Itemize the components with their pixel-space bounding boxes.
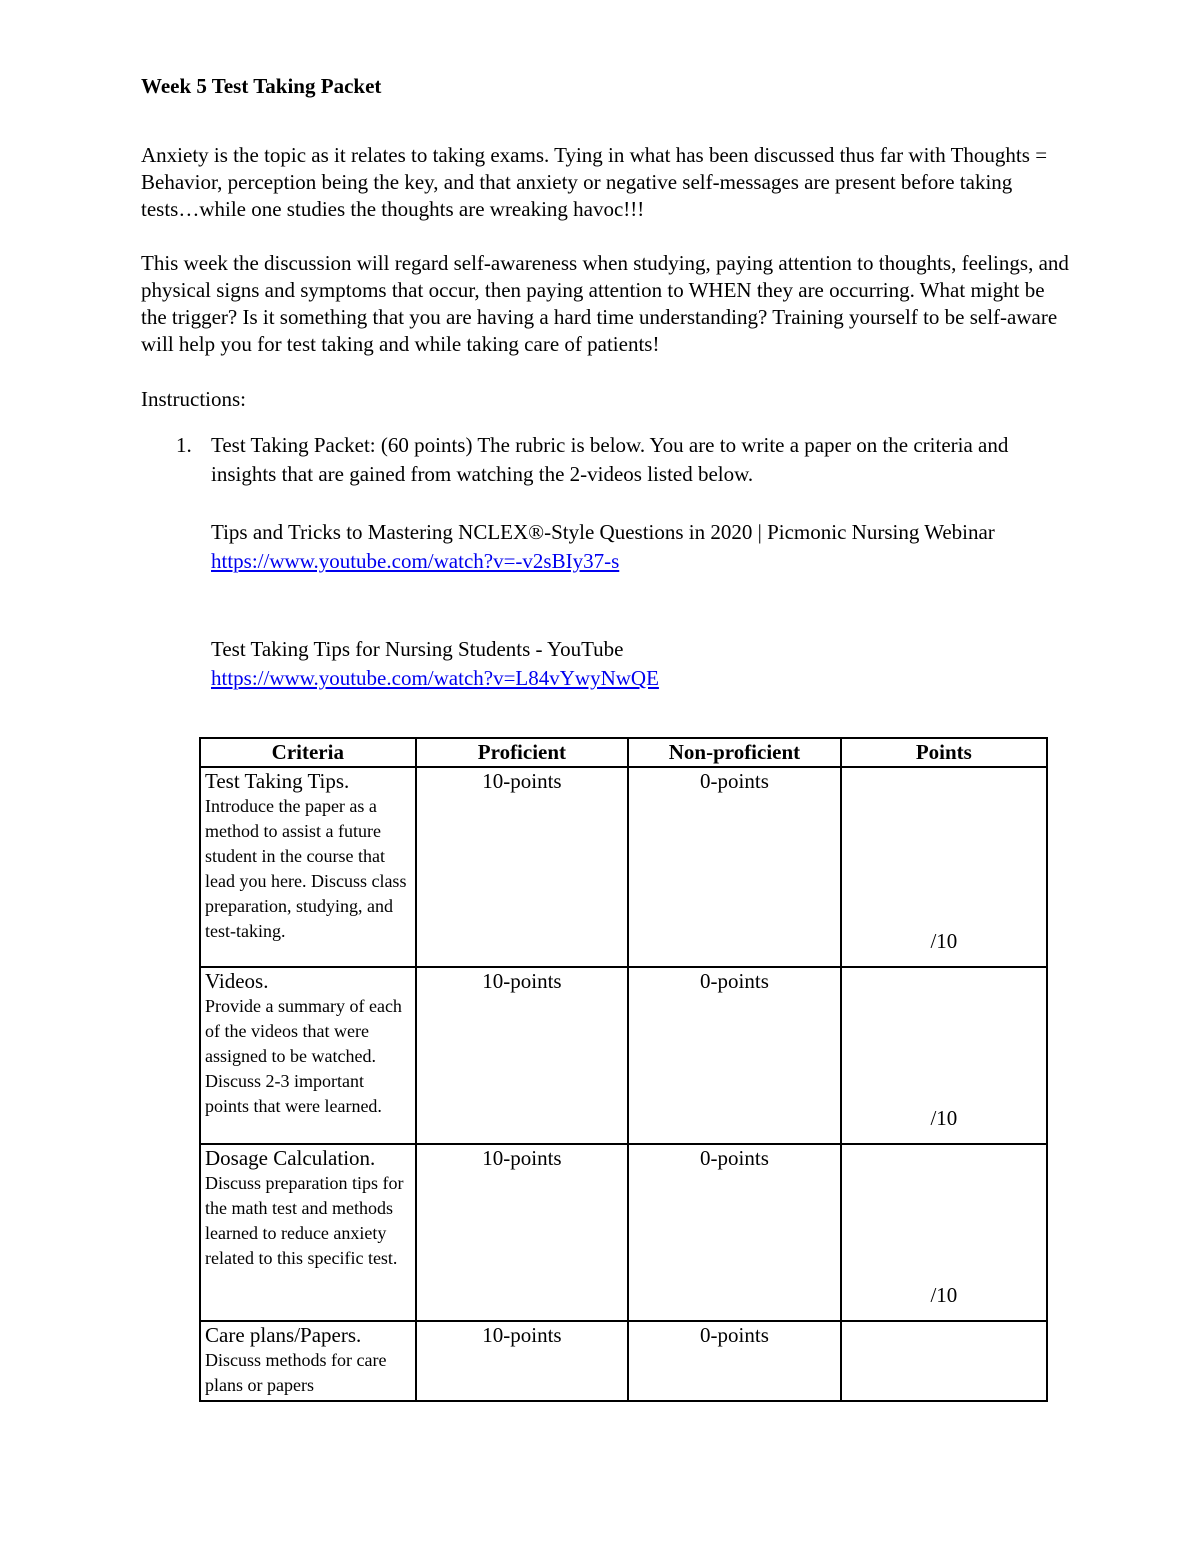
video-link[interactable]: https://www.youtube.com/watch?v=-v2sBIy37-s [211, 549, 620, 573]
table-row [200, 1144, 1047, 1321]
rubric-table [199, 737, 1048, 1402]
score-label: /10 [930, 1283, 958, 1307]
non-proficient-cell: 0-points [628, 1321, 841, 1401]
criteria-title: Videos. [205, 969, 269, 993]
points-cell [841, 967, 1047, 1144]
non-proficient-cell: 0-points [628, 767, 841, 967]
header-points: Points [841, 738, 1047, 767]
instructions-label: Instructions: [141, 387, 246, 411]
proficient-cell: 10-points [416, 767, 629, 967]
video-entry [211, 635, 1051, 693]
score-label: /10 [930, 1106, 958, 1130]
video-title: Test Taking Tips for Nursing Students - YouTube [211, 637, 624, 661]
header-non-proficient: Non-proficient [628, 738, 841, 767]
intro-paragraph: Anxiety is the topic as it relates to taking exams. Tying in what has been discussed thus far with Thoughts = Behavior, perception being the key, and that anxiety or negative self-messages are present before taking tests…while one studies the thoughts are wreaking havoc!!! [141, 143, 1048, 221]
video-link[interactable]: https://www.youtube.com/watch?v=L84vYwyNwQE [211, 666, 659, 690]
criteria-cell [200, 1144, 416, 1321]
criteria-cell [200, 1321, 416, 1401]
criteria-title: Care plans/Papers. [205, 1323, 362, 1347]
page-title: Week 5 Test Taking Packet [141, 74, 382, 98]
points-cell [841, 1144, 1047, 1321]
list-item-number: 1. [176, 433, 192, 457]
table-row [200, 1321, 1047, 1401]
non-proficient-cell: 0-points [628, 1144, 841, 1321]
criteria-title: Dosage Calculation. [205, 1146, 376, 1170]
criteria-description: Discuss methods for care plans or papers [205, 1350, 387, 1395]
table-row [200, 767, 1047, 967]
table-row [200, 967, 1047, 1144]
header-criteria: Criteria [200, 738, 416, 767]
score-label: /10 [930, 929, 958, 953]
proficient-cell: 10-points [416, 967, 629, 1144]
proficient-cell: 10-points [416, 1321, 629, 1401]
criteria-description: Provide a summary of each of the videos that were assigned to be watched. Discuss 2-3 important points that were learned. [205, 996, 402, 1116]
criteria-description: Discuss preparation tips for the math test and methods learned to reduce anxiety related to this specific test. [205, 1173, 404, 1268]
points-cell [841, 767, 1047, 967]
criteria-cell [200, 967, 416, 1144]
criteria-title: Test Taking Tips. [205, 769, 350, 793]
list-item-text: Test Taking Packet: (60 points) The rubric is below. You are to write a paper on the criteria and insights that are gained from watching the 2-videos listed below. [211, 433, 1009, 486]
criteria-cell [200, 767, 416, 967]
points-cell [841, 1321, 1047, 1401]
video-title: Tips and Tricks to Mastering NCLEX®-Style Questions in 2020 | Picmonic Nursing Webinar [211, 520, 995, 544]
video-entry [211, 518, 1051, 576]
non-proficient-cell: 0-points [628, 967, 841, 1144]
discussion-paragraph: This week the discussion will regard self-awareness when studying, paying attention to thoughts, feelings, and physical signs and symptoms that occur, then paying attention to WHEN they are occurring. What might be the trigger? Is it something that you are having a hard time understanding? Training yourself to be self-aware will help you for test taking and while taking care of patients! [141, 251, 1069, 356]
rubric-header-row [200, 738, 1047, 767]
header-proficient: Proficient [416, 738, 629, 767]
criteria-description: Introduce the paper as a method to assist a future student in the course that lead you here. Discuss class preparation, studying, and test-taking. [205, 796, 407, 941]
proficient-cell: 10-points [416, 1144, 629, 1321]
